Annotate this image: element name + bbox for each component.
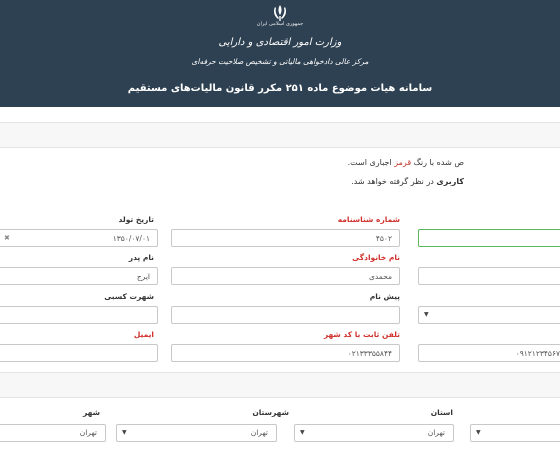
national-code-field[interactable] (418, 229, 560, 247)
last-name-label: نام خانوادگی (352, 253, 400, 262)
birth-date-value: ۱۳۵۰/۰۷/۰۱ (112, 233, 150, 243)
section-bar-address (0, 372, 560, 398)
chevron-down-icon: ▼ (476, 429, 481, 436)
clear-icon[interactable]: ✖ (4, 234, 10, 242)
business-name-label: شهرت کسبی (104, 292, 154, 301)
section-bar-personal (0, 122, 560, 148)
phone-field[interactable] (171, 344, 400, 362)
id-number-field[interactable] (171, 229, 400, 247)
province-select[interactable] (294, 424, 454, 442)
business-name-field[interactable] (0, 306, 158, 324)
last-name-value: محمدی (368, 271, 392, 281)
father-name-value: ایرج (136, 271, 150, 281)
id-number-label: شماره شناسنامه (337, 215, 400, 224)
chevron-down-icon: ▼ (122, 429, 127, 436)
city-value: تهران (79, 428, 97, 437)
iran-emblem-logo (272, 4, 288, 22)
phone-value: ۰۲۱۳۳۳۵۵۸۴۴ (347, 348, 392, 358)
last-name-field[interactable] (171, 267, 400, 285)
country-select[interactable] (470, 424, 560, 442)
father-name-label: نام پدر (128, 253, 154, 262)
birth-date-label: تاریخ تولد (118, 215, 154, 224)
mobile-field[interactable] (418, 344, 560, 362)
birth-date-field[interactable] (0, 229, 158, 247)
city-select[interactable] (0, 424, 106, 442)
prefix-label: پیش نام (369, 292, 400, 301)
father-name-field[interactable] (0, 267, 158, 285)
notice-text-end: اجباری است. (347, 158, 395, 167)
notice-bold-word: کاربری (436, 177, 464, 186)
notice-text: ص شده با رنگ (411, 158, 464, 167)
gender-select[interactable] (418, 306, 560, 324)
county-select[interactable] (116, 424, 277, 442)
first-name-field[interactable] (418, 267, 560, 285)
county-value: تهران (250, 428, 268, 437)
mobile-value: ۰۹۱۲۱۲۳۴۵۶۷ (515, 348, 560, 358)
ministry-name: وزارت امور اقتصادی و دارایی (218, 37, 342, 48)
center-name: مرکز عالی دادخواهی مالیاتی و تشخیص صلاحیت حرفه‌ای (191, 57, 369, 66)
prefix-field[interactable] (171, 306, 400, 324)
chevron-down-icon: ▼ (424, 311, 429, 318)
city-label: شهر (83, 408, 100, 417)
county-label: شهرستان (252, 408, 289, 417)
country-name: جمهوری اسلامی ایران (256, 21, 304, 27)
site-header (0, 0, 560, 107)
email-label: ایمیل (133, 330, 154, 339)
notice-red-word: قرمز (394, 158, 412, 167)
required-fields-notice (348, 158, 464, 167)
id-number-value: ۴۵۰۲ (375, 233, 392, 243)
province-label: استان (430, 408, 453, 417)
chevron-down-icon: ▼ (300, 429, 305, 436)
phone-label: تلفن ثابت با کد شهر (323, 330, 400, 339)
email-field[interactable] (0, 344, 158, 362)
username-notice (351, 177, 464, 186)
system-title: سامانه هیات موضوع ماده ۲۵۱ مکرر قانون مالیات‌های مستقیم (127, 83, 433, 94)
province-value: تهران (427, 428, 445, 437)
notice-text-2: در نظر گرفته خواهد شد. (351, 177, 437, 186)
